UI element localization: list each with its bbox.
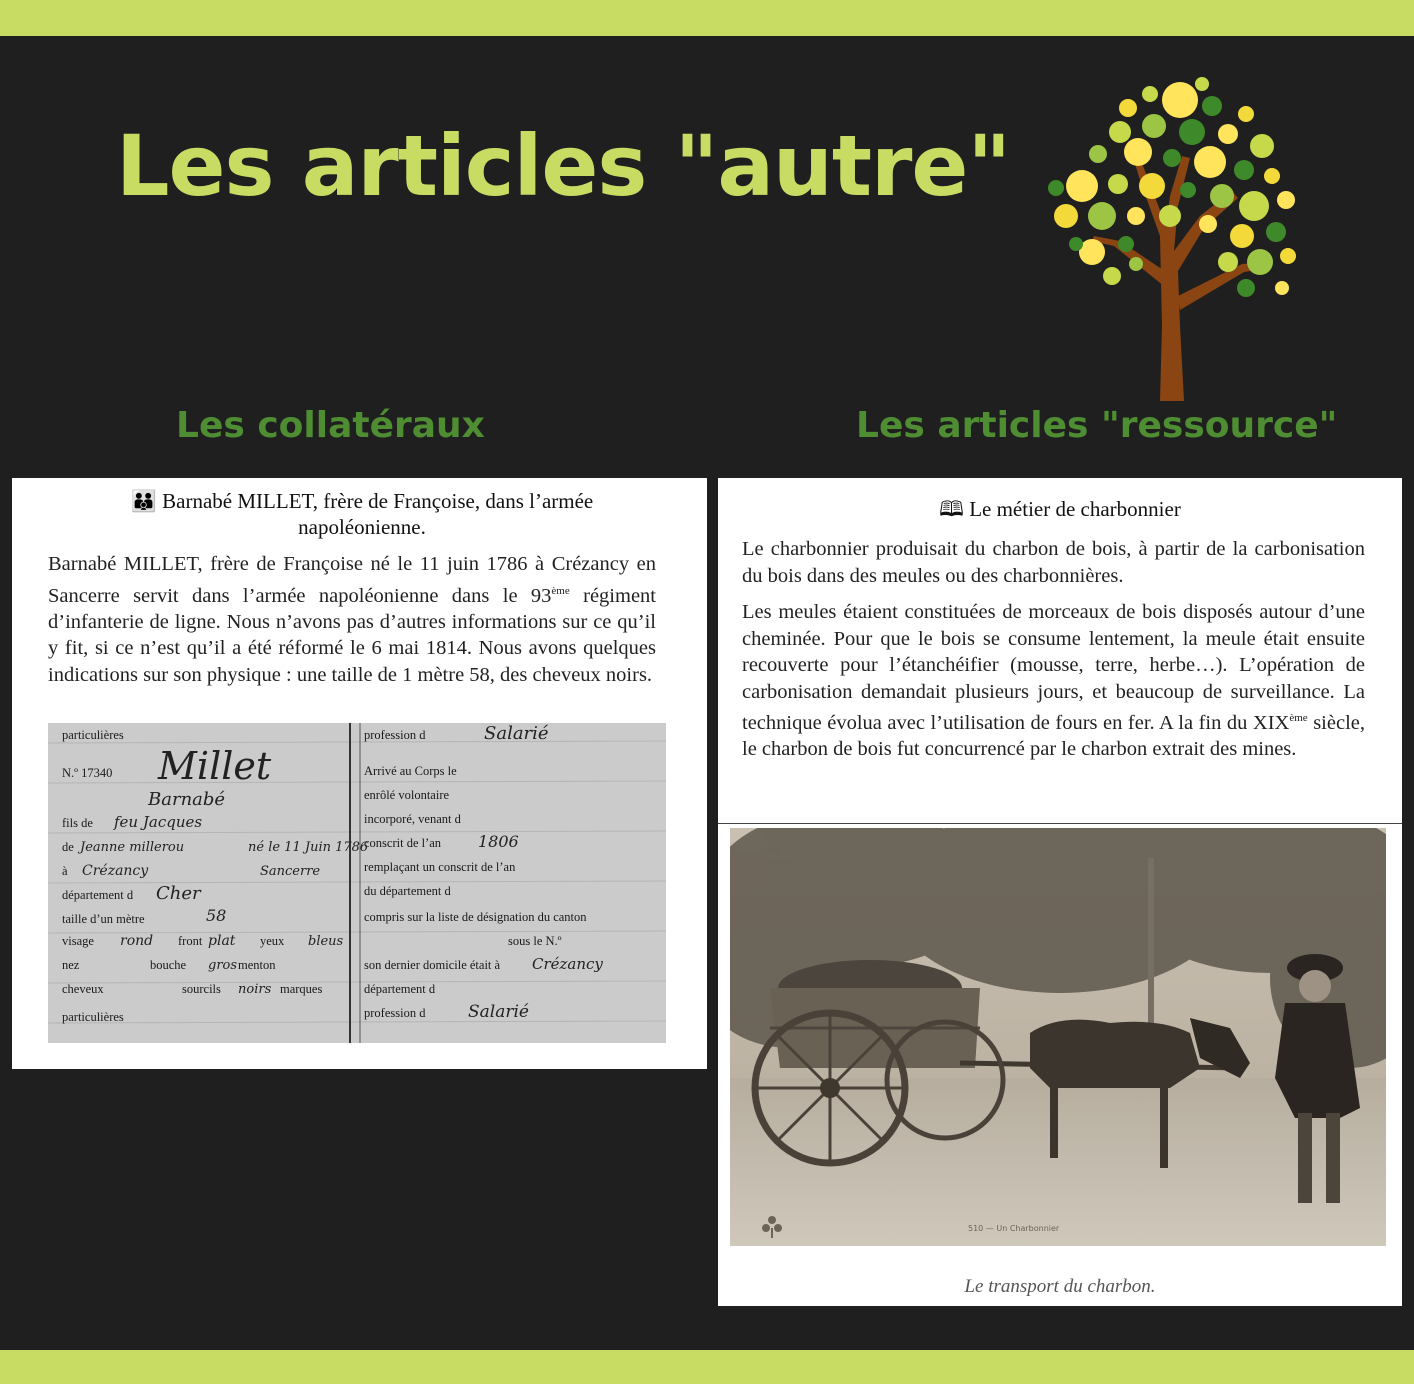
register-label: profession d: [364, 1006, 426, 1020]
foliage-dot: [1163, 149, 1181, 167]
register-handwritten-entry: 1806: [478, 832, 519, 851]
foliage-dot: [1119, 99, 1137, 117]
register-label: fils de: [62, 816, 93, 830]
register-label: menton: [238, 958, 276, 972]
register-label: département d: [364, 982, 436, 996]
photo-bottom-label: 510 — Un Charbonnier: [968, 1224, 1060, 1233]
register-handwritten-entry: Millet: [158, 744, 272, 788]
foliage-dot: [1127, 207, 1145, 225]
register-handwritten-entry: feu Jacques: [114, 813, 203, 831]
register-label: incorporé, venant d: [364, 812, 461, 826]
register-label: yeux: [260, 934, 285, 948]
register-label: son dernier domicile était à: [364, 958, 501, 972]
register-handwritten-entry: Jeanne millerou: [80, 840, 185, 855]
foliage-dot: [1230, 224, 1254, 248]
collaterals-article-title: 👪 Barnabé MILLET, frère de Françoise, dans l’armée napoléonienne.: [130, 489, 594, 539]
register-handwritten-entry: Crézancy: [532, 955, 603, 973]
foliage-dot: [1194, 146, 1226, 178]
foliage-dot: [1234, 160, 1254, 180]
foliage-dot: [1247, 249, 1273, 275]
register-label: remplaçant un conscrit de l’an: [364, 860, 516, 874]
foliage-dot: [1088, 202, 1116, 230]
foliage-dot: [1139, 173, 1165, 199]
register-handwritten-entry: Salarié: [468, 1002, 529, 1022]
register-handwritten-entry: bleus: [308, 934, 344, 949]
register-handwritten-entry: né le 11 Juin 1786: [248, 840, 369, 855]
register-label: particulières: [62, 728, 124, 742]
foliage-dot: [1129, 257, 1143, 271]
register-label: conscrit de l’an: [364, 836, 442, 850]
family-icon: 👪: [130, 489, 157, 513]
register-label: cheveux: [62, 982, 104, 996]
foliage-dot: [1048, 180, 1064, 196]
register-label: front: [178, 934, 203, 948]
register-label: N.º 17340: [62, 766, 113, 780]
foliage-dot: [1179, 119, 1205, 145]
register-label: marques: [280, 982, 323, 996]
section-title-collaterals: Les collatéraux: [176, 405, 485, 446]
register-handwritten-entry: Crézancy: [82, 863, 149, 879]
foliage-dot: [1162, 82, 1198, 118]
foliage-dot: [1202, 96, 1222, 116]
foliage-dot: [1239, 191, 1269, 221]
register-handwritten-entry: plat: [208, 933, 236, 949]
register-label: sourcils: [182, 982, 221, 996]
register-handwritten-entry: Cher: [156, 883, 201, 904]
foliage-dot: [1159, 205, 1181, 227]
foliage-dot: [1277, 191, 1295, 209]
register-label: Arrivé au Corps le: [364, 764, 457, 778]
bottom-accent-band: [0, 1350, 1414, 1384]
register-label: taille d’un mètre: [62, 912, 145, 926]
register-label: nez: [62, 958, 80, 972]
foliage-dot: [1108, 174, 1128, 194]
collaterals-card: [12, 478, 707, 1069]
photo-corner-label-1: TYPE: [760, 847, 783, 857]
foliage-dot: [1250, 134, 1274, 158]
military-register-scan: [48, 723, 666, 1043]
foliage-dot: [1280, 248, 1296, 264]
register-handwritten-entry: gros: [208, 958, 238, 973]
tree-illustration: [1032, 66, 1302, 401]
register-label: particulières: [62, 1010, 124, 1024]
foliage-dot: [1266, 222, 1286, 242]
page-title: Les articles "autre": [116, 117, 1011, 215]
register-handwritten-entry: rond: [120, 933, 154, 949]
foliage-dot: [1142, 86, 1158, 102]
register-label: à: [62, 864, 68, 878]
foliage-dot: [1089, 145, 1107, 163]
foliage-dot: [1237, 279, 1255, 297]
foliage-dot: [1109, 121, 1131, 143]
foliage-dot: [1218, 124, 1238, 144]
register-label: visage: [62, 934, 94, 948]
foliage-dot: [1180, 182, 1196, 198]
register-label: profession d: [364, 728, 426, 742]
foliage-dot: [1066, 170, 1098, 202]
resource-article-title: 🕮 Le métier de charbonnier: [939, 497, 1181, 521]
foliage-dot: [1142, 114, 1166, 138]
foliage-dot: [1195, 77, 1209, 91]
register-label: du département d: [364, 884, 451, 898]
register-label: sous le N.º: [508, 934, 562, 948]
resource-paragraph-2: Les meules étaient constituées de morceaux de bois disposés autour d’une cheminée. Pour que le bois se consume lentement, la meule était ensuite recouverte pour l’étanchéifier (mousse, terre, herbe…). L’opération de carbonisation demandait plusieurs jours, et beaucoup de surveillance. La technique évolua avec l’utilisation de fours en fer. A la fin du XIXème siècle, le charbon de bois fut concurrencé par le charbon extrait des mines.: [742, 601, 1365, 761]
foliage-dot: [1124, 138, 1152, 166]
foliage-dot: [1264, 168, 1280, 184]
register-handwritten-entry: noirs: [238, 982, 272, 997]
section-title-resources: Les articles "ressource": [856, 405, 1338, 446]
top-accent-band: [0, 0, 1414, 36]
register-label: de: [62, 840, 74, 854]
foliage-dot: [1069, 237, 1083, 251]
register-label: compris sur la liste de désignation du canton: [364, 910, 587, 924]
foliage-dot: [1210, 184, 1234, 208]
register-label: bouche: [150, 958, 187, 972]
collaterals-article-body: Barnabé MILLET, frère de Françoise né le 11 juin 1786 à Crézancy en Sancerre servit dans l’armée napoléonienne dans le 93ème régiment d’infanterie de ligne. Nous n’avons pas d’autres informations sur ce qu’il y fit, si ce n’est qu’il a été réformé le 6 mai 1814. Nous avons quelques indications sur son physique : une taille de 1 mètre 58, des cheveux noirs.: [48, 553, 656, 686]
photo-caption: Le transport du charbon.: [964, 1276, 1156, 1297]
photo-corner-label-2: DU CENTRE: [740, 859, 793, 869]
foliage-dot: [1275, 281, 1289, 295]
register-label: département d: [62, 888, 134, 902]
foliage-dot: [1118, 236, 1134, 252]
foliage-dot: [1218, 252, 1238, 272]
resource-paragraph-1: Le charbonnier produisait du charbon de bois, à partir de la carbonisation du bois dans des meules ou des charbonnières.: [742, 538, 1365, 587]
resource-article-body: [742, 536, 1365, 773]
card-divider: [718, 823, 1402, 824]
charcoal-burner-photo: [730, 828, 1386, 1246]
register-handwritten-entry: Salarié: [484, 723, 549, 744]
book-icon: 🕮: [939, 497, 964, 521]
register-handwritten-entry: 58: [206, 906, 227, 925]
foliage-dot: [1103, 267, 1121, 285]
foliage-dot: [1238, 106, 1254, 122]
register-handwritten-entry: Barnabé: [148, 789, 226, 810]
register-handwritten-entry: Sancerre: [260, 864, 321, 879]
resource-card: [718, 478, 1402, 1306]
foliage-dot: [1054, 204, 1078, 228]
foliage-dot: [1199, 215, 1217, 233]
register-label: enrôlé volontaire: [364, 788, 450, 802]
